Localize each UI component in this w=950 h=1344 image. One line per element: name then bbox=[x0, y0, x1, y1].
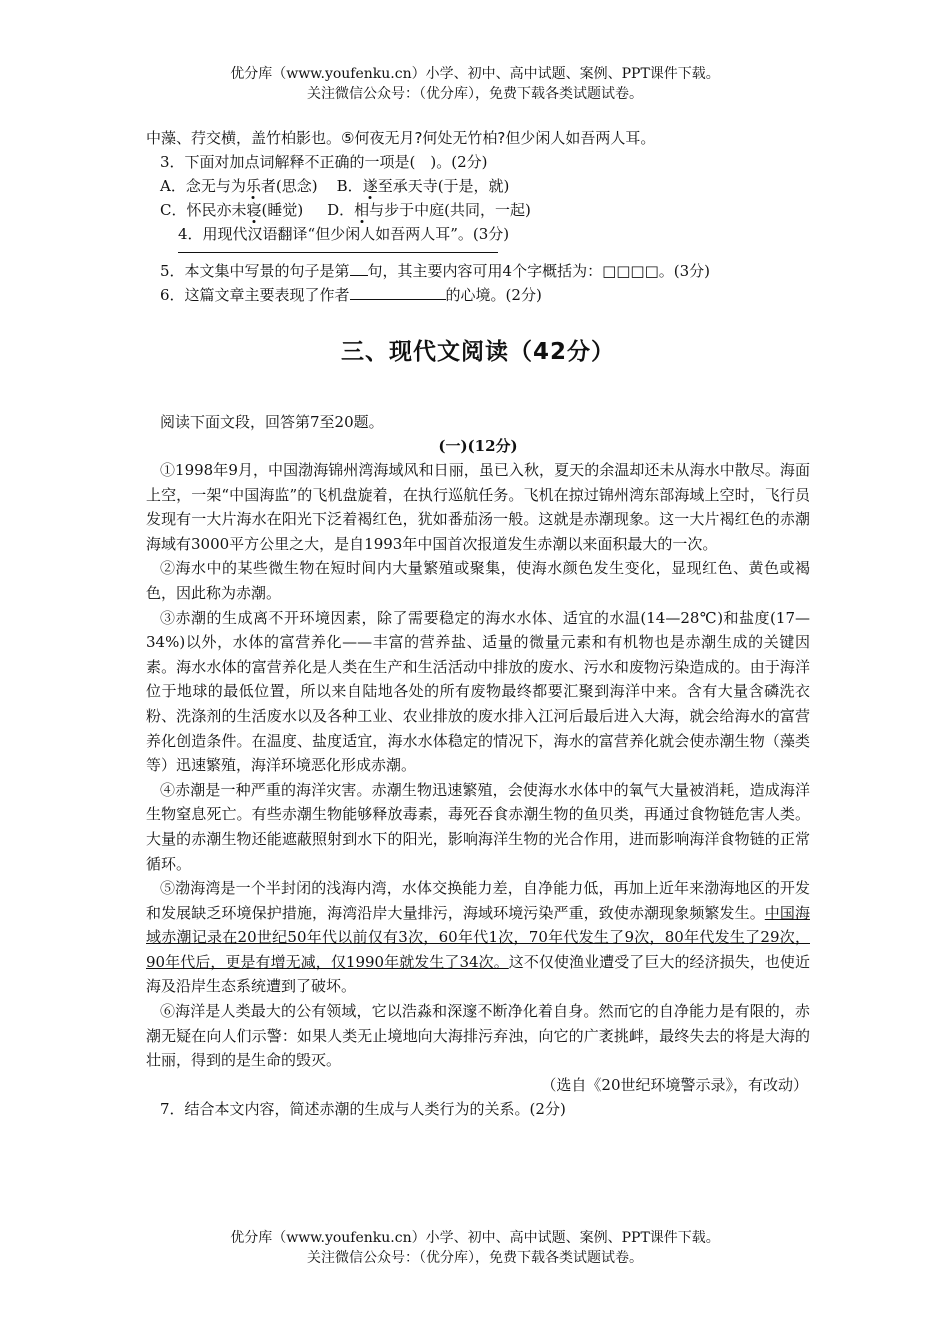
page-footer bbox=[0, 1228, 950, 1268]
option-d-dotted: 相 bbox=[354, 201, 370, 219]
question-5-post: 句，其主要内容可用4个字概括为：□□□□。(3分) bbox=[367, 262, 711, 280]
answer-line bbox=[178, 246, 498, 253]
option-b-dotted: 遂 bbox=[362, 177, 378, 195]
option-b-pre: B． bbox=[336, 177, 363, 195]
option-c-dotted: 寝 bbox=[246, 201, 262, 219]
option-c-pre: C．怀民亦未 bbox=[160, 201, 247, 219]
paragraph-5-underlined: 中国海域赤潮记录在20世纪50年代以前仅有3次，60年代1次，70年代发生了9次，80年代发生了29次，90年代后，更是有增无减，仅1990年就发生了34次。 bbox=[146, 903, 810, 971]
option-a-dotted: 乐 bbox=[245, 177, 261, 195]
passage-paragraph-1: ①1998年9月，中国渤海锦州湾海域风和日丽，虽已入秋，夏天的余温却还未从海水中散尽。海面上空，一架“中国海监”的飞机盘旋着，在执行巡航任务。飞机在掠过锦州湾东部海域上空时，飞行员发现有一大片海水在阳光下泛着褐红色，犹如番茄汤一般。这就是赤潮现象。这一大片褐红色的赤潮海域有3000平方公里之大，是自1993年中国首次报道发生赤潮以来面积最大的一次。 bbox=[146, 461, 810, 553]
option-c-post: (睡觉) bbox=[261, 201, 304, 219]
option-d-pre: D． bbox=[327, 201, 355, 219]
question-7: 7．结合本文内容，简述赤潮的生成与人类行为的关系。(2分) bbox=[160, 1099, 566, 1118]
option-a-post: 者(思念) bbox=[260, 177, 318, 195]
section-title: 三、现代文阅读（42分） bbox=[340, 339, 615, 365]
option-a-pre: A．念无与为 bbox=[160, 177, 246, 195]
passage-paragraph-2: ②海水中的某些微生物在短时间内大量繁殖或聚集，使海水颜色发生变化，显现红色、黄色或褐色，因此称为赤潮。 bbox=[146, 559, 810, 602]
page-header bbox=[0, 64, 950, 104]
option-b-post: 至承天寺(于是，就) bbox=[377, 177, 510, 195]
question-6-blank bbox=[350, 299, 446, 300]
question-3-options-cd bbox=[146, 198, 810, 222]
page-content bbox=[146, 126, 810, 1121]
question-5 bbox=[146, 259, 810, 283]
paragraph-5-post: 这不仅使渔业遭受了巨大的经济损失，也使近海及沿岸生态系统遭到了破坏。 bbox=[146, 952, 810, 996]
question-6-post: 的心境。(2分) bbox=[445, 286, 542, 304]
question-3-stem: 3．下面对加点词解释不正确的一项是( )。(2分) bbox=[160, 153, 488, 171]
part-title: (一)(12分) bbox=[438, 437, 518, 455]
question-6-pre: 6．这篇文章主要表现了作者 bbox=[160, 286, 350, 304]
header-line-2: 关注微信公众号：（优分库），免费下载各类试题试卷。 bbox=[307, 86, 643, 102]
passage-source: （选自《20世纪环境警示录》，有改动） bbox=[541, 1075, 808, 1094]
passage-paragraph-4: ④赤潮是一种严重的海洋灾害。赤潮生物迅速繁殖，会使海水水体中的氧气大量被消耗，造成海洋生物窒息死亡。有些赤潮生物能够释放毒素，毒死吞食赤潮生物的鱼贝类，再通过食物链危害人类。大量的赤潮生物还能遮蔽照射到水下的阳光，影响海洋生物的光合作用，进而影响海洋食物链的正常循环。 bbox=[146, 780, 810, 873]
passage-paragraph-6: ⑥海洋是人类最大的公有领域，它以浩淼和深邃不断净化着自身。然而它的自净能力是有限的，赤潮无疑在向人们示警：如果人类无止境地向大海排污弃浊，向它的广袤挑衅，最终失去的将是大海的壮丽，得到的是生命的毁灭。 bbox=[146, 1002, 810, 1070]
question-6 bbox=[146, 283, 810, 307]
footer-line-2: 关注微信公众号：（优分库），免费下载各类试题试卷。 bbox=[307, 1250, 643, 1266]
question-4: 4．用现代汉语翻译“但少闲人如吾两人耳”。(3分) bbox=[178, 225, 510, 243]
header-line-1: 优分库（www.youfenku.cn）小学、初中、高中试题、案例、PPT课件下载。 bbox=[230, 66, 720, 82]
classical-text-tail: 中藻、荇交横，盖竹柏影也。⑤何夜无月?何处无竹柏?但少闲人如吾两人耳。 bbox=[146, 129, 656, 147]
passage-paragraph-3: ③赤潮的生成离不开环境因素，除了需要稳定的海水水体、适宜的水温(14—28℃)和盐度(17—34%)以外，水体的富营养化——丰富的营养盐、适量的微量元素和有机物也是赤潮生成的关键因素。海水水体的富营养化是人类在生产和生活活动中排放的废水、污水和废物污染造成的。由于海洋位于地球的最低位置，所以来自陆地各处的所有废物最终都要汇聚到海洋中来。含有大量含磷洗衣粉、洗涤剂的生活废水以及各种工业、农业排放的废水排入江河后最后进入大海，就会给海水的富营养化创造条件。在温度、盐度适宜，海水水体稳定的情况下，海水的富营养化就会使赤潮生物（藻类等）迅速繁殖，海洋环境恶化形成赤潮。 bbox=[146, 608, 810, 775]
question-5-blank bbox=[350, 275, 368, 276]
passage-paragraph-5 bbox=[146, 876, 810, 999]
question-3-options-ab bbox=[146, 174, 810, 198]
option-d-post: 与步于中庭(共同，一起) bbox=[369, 201, 531, 219]
footer-line-1: 优分库（www.youfenku.cn）小学、初中、高中试题、案例、PPT课件下载。 bbox=[230, 1230, 720, 1246]
reading-intro: 阅读下面文段，回答第7至20题。 bbox=[160, 413, 384, 431]
paragraph-5-pre: ⑤渤海湾是一个半封闭的浅海内湾，水体交换能力差，自净能力低，再加上近年来渤海地区的开发和发展缺乏环境保护措施，海湾沿岸大量排污，海域环境污染严重，致使赤潮现象频繁发生。 bbox=[146, 879, 810, 922]
question-5-pre: 5．本文集中写景的句子是第 bbox=[160, 262, 350, 280]
